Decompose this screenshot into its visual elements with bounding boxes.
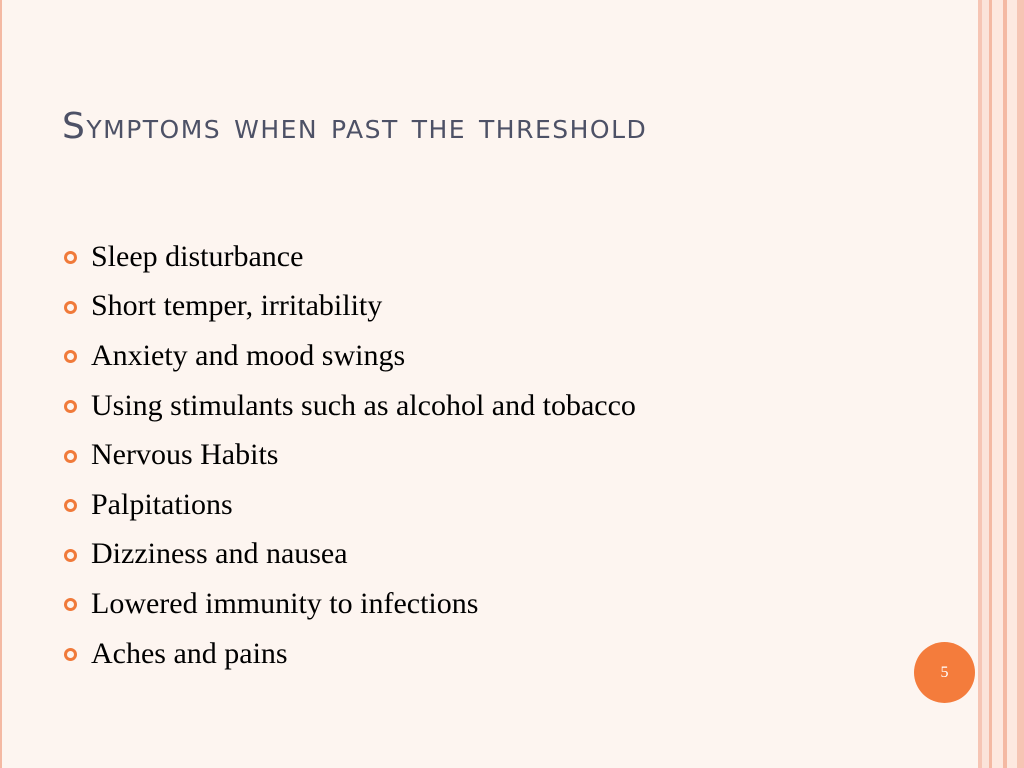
slide-title: Symptoms when past the threshold: [62, 106, 648, 147]
bullet-text: Lowered immunity to infections: [91, 586, 479, 620]
bullet-icon: [64, 549, 77, 562]
right-decorative-stripe: [992, 0, 1003, 768]
bullet-icon: [64, 350, 77, 363]
bullet-icon: [64, 598, 77, 611]
bullet-icon: [64, 301, 77, 314]
list-item: [64, 430, 636, 480]
page-number: 5: [940, 663, 949, 681]
bullet-text: Nervous Habits: [91, 438, 279, 472]
bullet-icon: [64, 400, 77, 413]
list-item: [64, 331, 636, 381]
list-item: [64, 282, 636, 332]
bullet-list: [64, 232, 636, 678]
bullet-text: Aches and pains: [91, 636, 288, 670]
bullet-text: Sleep disturbance: [91, 239, 304, 273]
list-item: [64, 530, 636, 580]
list-item: [64, 629, 636, 679]
bullet-icon: [64, 648, 77, 661]
list-item: [64, 579, 636, 629]
bullet-text: Palpitations: [91, 487, 233, 521]
list-item: [64, 480, 636, 530]
left-border-line: [0, 0, 2, 768]
right-decorative-stripe: [1007, 0, 1017, 768]
bullet-text: Using stimulants such as alcohol and tobacco: [91, 388, 636, 422]
bullet-text: Anxiety and mood swings: [91, 338, 406, 372]
list-item: [64, 232, 636, 282]
page-number-badge: [914, 642, 975, 703]
list-item: [64, 381, 636, 431]
bullet-icon: [64, 450, 77, 463]
bullet-icon: [64, 251, 77, 264]
bullet-text: Short temper, irritability: [91, 289, 383, 323]
right-decorative-stripe: [1017, 0, 1024, 768]
right-decorative-stripe: [982, 0, 989, 768]
bullet-text: Dizziness and nausea: [91, 537, 348, 571]
bullet-icon: [64, 499, 77, 512]
